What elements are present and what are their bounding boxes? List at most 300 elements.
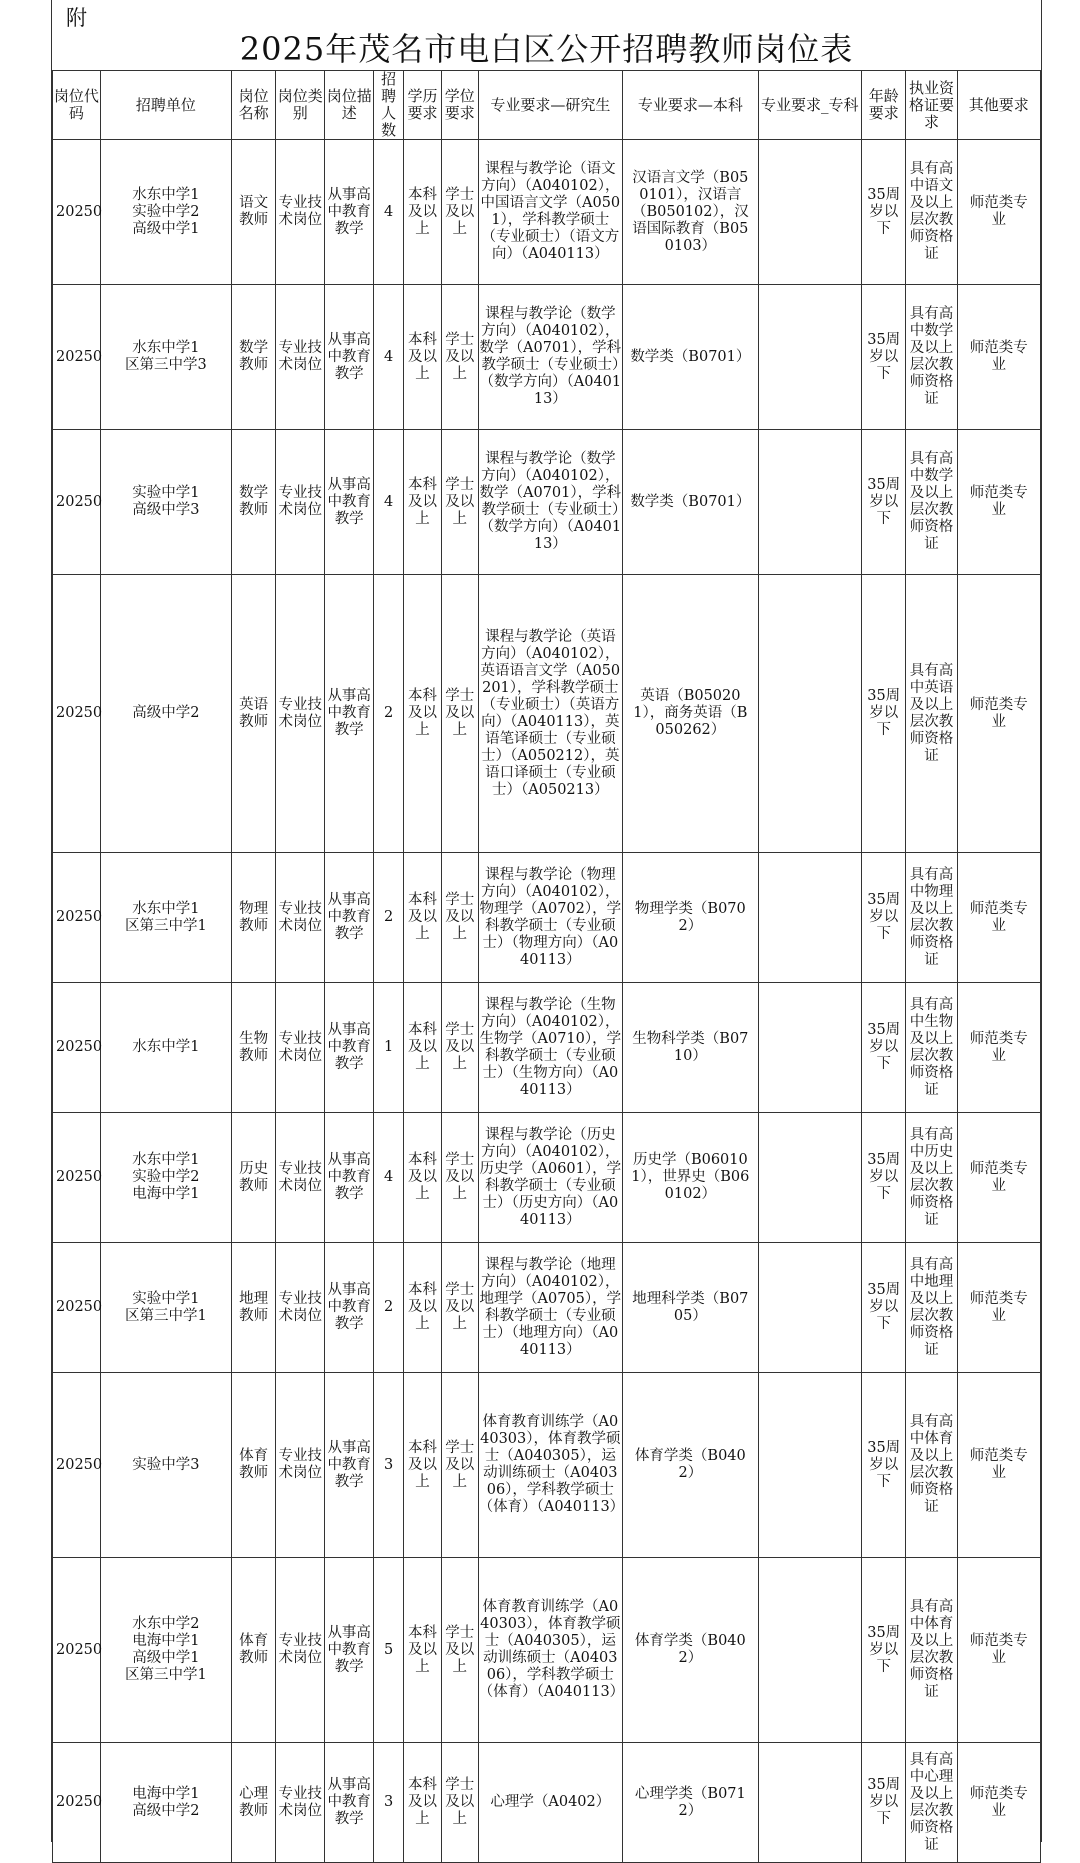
- cell-cert-text: 具有高中物理及以上层次教师资格证: [909, 866, 954, 968]
- cell-category-text: 专业技术岗位: [278, 1160, 323, 1194]
- col-header-cert: 执业资格证要求: [906, 71, 957, 140]
- cell-other-text: 师范类专业: [969, 1785, 1028, 1819]
- col-header-count: 招聘人数: [374, 71, 404, 140]
- cell-edu: [404, 285, 442, 430]
- cell-code: [53, 983, 101, 1113]
- cell-other-text: 师范类专业: [969, 340, 1028, 373]
- cell-other-text: 师范类专业: [969, 485, 1028, 518]
- cell-other-text: 师范类专业: [969, 195, 1028, 228]
- cell-count-text: 4: [384, 203, 394, 220]
- cell-code-text: 20250: [56, 1794, 103, 1810]
- cell-age-text: 35周岁以下: [867, 688, 901, 738]
- cell-undergrad-major: [623, 575, 759, 853]
- cell-age-text: 35周岁以下: [867, 331, 901, 382]
- cell-edu-text: 本科及以上: [408, 1282, 438, 1332]
- cell-unit-text: 水东中学1 实验中学2 电海中学1: [132, 1152, 200, 1202]
- cell-position-text: 地理教师: [239, 1290, 269, 1324]
- cell-category-text: 专业技术岗位: [278, 1785, 323, 1819]
- cell-degree-text: 学士及以上: [445, 186, 475, 237]
- cell-other: [957, 430, 1040, 575]
- cell-other: [957, 983, 1040, 1113]
- cell-desc: [325, 140, 374, 285]
- cell-undergrad-major: [623, 853, 759, 983]
- col-header-unit: 招聘单位: [100, 71, 231, 140]
- cell-position: [231, 1743, 275, 1863]
- cell-college-major: [758, 1373, 861, 1558]
- table-row: [53, 575, 1041, 853]
- cell-degree-text: 学士及以上: [445, 476, 475, 527]
- cell-edu-text: 本科及以上: [408, 1439, 438, 1490]
- cell-degree: [441, 140, 478, 285]
- table-row: [53, 1243, 1041, 1373]
- cell-other: [957, 1113, 1040, 1243]
- cell-edu: [404, 1373, 442, 1558]
- cell-grad-major-text: 课程与教学论（语文方向）（A040102），中国语言文学（A0501），学科教学硕士（专业硕士）（语文方向）（A040113）: [480, 161, 621, 262]
- cell-unit-text: 实验中学1 区第三中学1: [124, 1290, 207, 1324]
- cell-college-major: [758, 1243, 861, 1373]
- cell-cert-text: 具有高中体育及以上层次教师资格证: [909, 1599, 954, 1700]
- cell-cert: [906, 575, 957, 853]
- cell-unit-text: 水东中学1 区第三中学1: [124, 900, 207, 934]
- cell-desc: [325, 983, 374, 1113]
- cell-cert-text: 具有高中语文及以上层次教师资格证: [909, 161, 954, 262]
- cell-count: [374, 1373, 404, 1558]
- cell-age: [861, 983, 905, 1113]
- cell-other-text: 师范类专业: [969, 900, 1028, 934]
- cell-cert-text: 具有高中生物及以上层次教师资格证: [909, 996, 954, 1098]
- cell-code-text: 20250: [56, 1641, 103, 1658]
- cell-position: [231, 285, 275, 430]
- cell-position: [231, 1373, 275, 1558]
- cell-age-text: 35周岁以下: [867, 1282, 901, 1332]
- cell-position: [231, 1243, 275, 1373]
- cell-cert-text: 具有高中心理及以上层次教师资格证: [909, 1751, 954, 1853]
- cell-cert-text: 具有高中数学及以上层次教师资格证: [909, 451, 954, 552]
- cell-undergrad-major: [623, 285, 759, 430]
- cell-code: [53, 1743, 101, 1863]
- cell-age: [861, 1113, 905, 1243]
- cell-desc: [325, 853, 374, 983]
- cell-other: [957, 1558, 1040, 1743]
- cell-grad-major: [478, 853, 622, 983]
- cell-undergrad-major: [623, 140, 759, 285]
- cell-college-major: [758, 1558, 861, 1743]
- cell-grad-major-text: 课程与教学论（物理方向）（A040102），物理学（A0702），学科教学硕士（专业硕士）（物理方向）（A040113）: [479, 866, 622, 968]
- cell-undergrad-major: [623, 1373, 759, 1558]
- cell-degree-text: 学士及以上: [445, 1439, 475, 1490]
- cell-degree-text: 学士及以上: [445, 1624, 475, 1675]
- cell-other-text: 师范类专业: [969, 1633, 1028, 1666]
- cell-other: [957, 285, 1040, 430]
- cell-age-text: 35周岁以下: [867, 1152, 901, 1202]
- cell-code-text: 20250: [56, 1299, 103, 1315]
- cell-position: [231, 430, 275, 575]
- cell-count-text: 2: [384, 909, 394, 925]
- cell-category-text: 专业技术岗位: [278, 1448, 323, 1481]
- cell-degree: [441, 575, 478, 853]
- cell-undergrad-major: [623, 983, 759, 1113]
- cell-code-text: 20250: [56, 705, 103, 721]
- cell-code: [53, 140, 101, 285]
- cell-age: [861, 1373, 905, 1558]
- cell-edu-text: 本科及以上: [408, 1777, 438, 1827]
- cell-degree-text: 学士及以上: [445, 331, 475, 382]
- cell-category-text: 专业技术岗位: [278, 900, 323, 934]
- cell-category: [276, 1558, 325, 1743]
- cell-unit: [100, 983, 231, 1113]
- cell-undergrad-major-text: 地理科学类（B0705）: [632, 1290, 749, 1324]
- cell-desc: [325, 1243, 374, 1373]
- cell-degree: [441, 430, 478, 575]
- cell-code-text: 20250: [56, 493, 103, 510]
- cell-degree-text: 学士及以上: [445, 1022, 475, 1072]
- cell-desc: [325, 1113, 374, 1243]
- cell-college-major: [758, 1113, 861, 1243]
- table-row: [53, 853, 1041, 983]
- cell-age: [861, 853, 905, 983]
- cell-code: [53, 1558, 101, 1743]
- cell-grad-major-text: 心理学（A0402）: [490, 1794, 611, 1810]
- cell-cert-text: 具有高中数学及以上层次教师资格证: [909, 306, 954, 407]
- cell-degree-text: 学士及以上: [445, 1152, 475, 1202]
- cell-code: [53, 1373, 101, 1558]
- cell-count-text: 2: [384, 1299, 394, 1315]
- cell-cert-text: 具有高中历史及以上层次教师资格证: [909, 1126, 954, 1228]
- col-header-college-major: 专业要求_专科: [758, 71, 861, 140]
- cell-position-text: 英语教师: [239, 696, 269, 730]
- cell-degree: [441, 853, 478, 983]
- recruitment-table: [52, 70, 1041, 1863]
- cell-other: [957, 575, 1040, 853]
- cell-category-text: 专业技术岗位: [278, 1030, 323, 1064]
- cell-cert: [906, 1743, 957, 1863]
- cell-position-text: 语文教师: [239, 195, 269, 228]
- cell-desc: [325, 285, 374, 430]
- cell-position: [231, 575, 275, 853]
- cell-degree: [441, 983, 478, 1113]
- table-row: [53, 140, 1041, 285]
- cell-other-text: 师范类专业: [969, 1030, 1028, 1064]
- cell-count: [374, 1743, 404, 1863]
- col-header-desc: 岗位描述: [325, 71, 374, 140]
- cell-edu-text: 本科及以上: [408, 186, 438, 237]
- cell-code-text: 20250: [56, 1456, 103, 1473]
- cell-edu-text: 本科及以上: [408, 331, 438, 382]
- cell-college-major: [758, 430, 861, 575]
- cell-edu: [404, 1558, 442, 1743]
- cell-unit-text: 水东中学1 实验中学2 高级中学1: [132, 186, 200, 237]
- cell-cert: [906, 1373, 957, 1558]
- cell-position: [231, 1113, 275, 1243]
- cell-unit-text: 实验中学1 高级中学3: [132, 485, 200, 518]
- cell-position: [231, 983, 275, 1113]
- cell-other: [957, 1243, 1040, 1373]
- col-header-code: 岗位代码: [53, 71, 101, 140]
- cell-desc-text: 从事高中教育教学: [327, 1282, 371, 1332]
- cell-desc: [325, 430, 374, 575]
- cell-edu-text: 本科及以上: [408, 688, 438, 738]
- cell-cert: [906, 1113, 957, 1243]
- cell-age: [861, 1743, 905, 1863]
- cell-position: [231, 140, 275, 285]
- cell-unit-text: 水东中学1: [132, 1039, 200, 1055]
- cell-category: [276, 430, 325, 575]
- cell-desc-text: 从事高中教育教学: [327, 1439, 371, 1490]
- cell-count: [374, 575, 404, 853]
- cell-undergrad-major-text: 英语（B050201），商务英语（B050262）: [633, 688, 748, 738]
- cell-cert: [906, 140, 957, 285]
- cell-college-major: [758, 140, 861, 285]
- cell-unit: [100, 1113, 231, 1243]
- cell-undergrad-major-text: 体育学类（B0402）: [634, 1448, 746, 1481]
- table-row: [53, 1743, 1041, 1863]
- col-header-position: 岗位名称: [231, 71, 275, 140]
- cell-position-text: 心理教师: [239, 1785, 269, 1819]
- cell-unit: [100, 1558, 231, 1743]
- col-header-category: 岗位类别: [276, 71, 325, 140]
- cell-code: [53, 853, 101, 983]
- cell-unit: [100, 285, 231, 430]
- cell-age-text: 35周岁以下: [867, 186, 901, 237]
- cell-age: [861, 140, 905, 285]
- cell-unit-text: 高级中学2: [132, 705, 200, 721]
- cell-age-text: 35周岁以下: [867, 1624, 901, 1675]
- table-row: [53, 1113, 1041, 1243]
- cell-desc-text: 从事高中教育教学: [327, 688, 371, 738]
- col-header-undergrad-major: 专业要求—本科: [623, 71, 759, 140]
- cell-code-text: 20250: [56, 1169, 103, 1185]
- cell-age: [861, 1558, 905, 1743]
- cell-degree: [441, 1243, 478, 1373]
- cell-count-text: 4: [384, 493, 394, 510]
- col-header-degree: 学位要求: [441, 71, 478, 140]
- cell-unit-text: 电海中学1 高级中学2: [132, 1785, 200, 1819]
- cell-other: [957, 853, 1040, 983]
- cell-desc-text: 从事高中教育教学: [327, 892, 371, 942]
- cell-age-text: 35周岁以下: [867, 1777, 901, 1827]
- cell-undergrad-major-text: 物理学类（B0702）: [634, 900, 746, 934]
- cell-undergrad-major-text: 历史学（B060101），世界史（B060102）: [631, 1152, 750, 1202]
- cell-desc: [325, 1373, 374, 1558]
- cell-undergrad-major-text: 数学类（B0701）: [630, 493, 751, 510]
- cell-position-text: 体育教师: [239, 1633, 269, 1666]
- cell-edu: [404, 575, 442, 853]
- cell-position-text: 生物教师: [239, 1030, 269, 1064]
- cell-count-text: 3: [384, 1456, 394, 1473]
- cell-unit-text: 水东中学1 区第三中学3: [124, 340, 207, 373]
- cell-desc-text: 从事高中教育教学: [327, 476, 371, 527]
- cell-cert: [906, 1558, 957, 1743]
- cell-degree: [441, 1743, 478, 1863]
- cell-unit: [100, 853, 231, 983]
- cell-category-text: 专业技术岗位: [278, 696, 323, 730]
- cell-other-text: 师范类专业: [969, 1448, 1028, 1481]
- cell-undergrad-major: [623, 1113, 759, 1243]
- cell-unit: [100, 1373, 231, 1558]
- cell-code-text: 20250: [56, 348, 103, 365]
- cell-grad-major-text: 课程与教学论（英语方向）（A040102），英语语言文学（A050201），学科教学硕士（专业硕士）（英语方向）（A040113），英语笔译硕士（专业硕士）（A050212），英语口译硕士（专业硕士）（A050213）: [480, 628, 621, 798]
- cell-grad-major-text: 体育教育训练学（A040303），体育教学硕士（A040305），运动训练硕士（A040306），学科教学硕士（体育）（A040113）: [478, 1414, 625, 1515]
- cell-undergrad-major: [623, 1243, 759, 1373]
- cell-count: [374, 1243, 404, 1373]
- annex-label: 附: [66, 6, 87, 30]
- cell-age: [861, 575, 905, 853]
- cell-cert-text: 具有高中体育及以上层次教师资格证: [909, 1414, 954, 1515]
- cell-undergrad-major: [623, 430, 759, 575]
- cell-category-text: 专业技术岗位: [278, 485, 323, 518]
- cell-position-text: 历史教师: [239, 1160, 269, 1194]
- cell-other-text: 师范类专业: [969, 696, 1028, 730]
- cell-desc: [325, 1558, 374, 1743]
- cell-undergrad-major-text: 心理学类（B0712）: [634, 1785, 746, 1819]
- cell-desc-text: 从事高中教育教学: [327, 186, 371, 237]
- cell-category-text: 专业技术岗位: [278, 195, 323, 228]
- cell-desc: [325, 1743, 374, 1863]
- cell-category-text: 专业技术岗位: [278, 1633, 323, 1666]
- cell-undergrad-major: [623, 1743, 759, 1863]
- cell-grad-major-text: 课程与教学论（数学方向）（A040102），数学（A0701），学科教学硕士（专业硕士）（数学方向）（A040113）: [479, 451, 622, 552]
- cell-age-text: 35周岁以下: [867, 1439, 901, 1490]
- cell-category-text: 专业技术岗位: [278, 1290, 323, 1324]
- cell-cert: [906, 1243, 957, 1373]
- cell-position-text: 体育教师: [239, 1448, 269, 1481]
- cell-cert: [906, 285, 957, 430]
- cell-position: [231, 1558, 275, 1743]
- cell-count-text: 4: [384, 348, 394, 365]
- cell-desc-text: 从事高中教育教学: [327, 331, 371, 382]
- table-row: [53, 983, 1041, 1113]
- cell-undergrad-major: [623, 1558, 759, 1743]
- col-header-edu: 学历要求: [404, 71, 442, 140]
- col-header-other: 其他要求: [957, 71, 1040, 140]
- cell-age-text: 35周岁以下: [867, 1022, 901, 1072]
- cell-code: [53, 1243, 101, 1373]
- document-sheet: [51, 0, 1042, 1853]
- cell-edu-text: 本科及以上: [408, 1152, 438, 1202]
- cell-edu: [404, 1243, 442, 1373]
- cell-unit: [100, 140, 231, 285]
- cell-category: [276, 983, 325, 1113]
- cell-other: [957, 1743, 1040, 1863]
- cell-position-text: 数学教师: [239, 340, 269, 373]
- cell-grad-major: [478, 1113, 622, 1243]
- cell-count-text: 1: [384, 1039, 394, 1055]
- table-row: [53, 1373, 1041, 1558]
- cell-unit-text: 实验中学3: [132, 1456, 200, 1473]
- cell-desc-text: 从事高中教育教学: [327, 1624, 371, 1675]
- cell-code: [53, 575, 101, 853]
- cell-age: [861, 285, 905, 430]
- cell-count: [374, 430, 404, 575]
- cell-cert: [906, 983, 957, 1113]
- table-header: [53, 71, 1041, 140]
- cell-position: [231, 853, 275, 983]
- cell-category: [276, 1743, 325, 1863]
- cell-degree-text: 学士及以上: [445, 1777, 475, 1827]
- cell-count-text: 3: [384, 1794, 394, 1810]
- cell-college-major: [758, 285, 861, 430]
- cell-count: [374, 140, 404, 285]
- cell-degree: [441, 1373, 478, 1558]
- cell-edu: [404, 983, 442, 1113]
- cell-degree: [441, 285, 478, 430]
- page-title: 2025年茂名市电白区公开招聘教师岗位表: [239, 30, 854, 68]
- cell-degree-text: 学士及以上: [445, 1282, 475, 1332]
- cell-code-text: 20250: [56, 909, 103, 925]
- cell-category: [276, 1243, 325, 1373]
- cell-grad-major-text: 课程与教学论（数学方向）（A040102），数学（A0701），学科教学硕士（专业硕士）（数学方向）（A040113）: [479, 306, 622, 407]
- cell-desc-text: 从事高中教育教学: [327, 1152, 371, 1202]
- cell-edu: [404, 1743, 442, 1863]
- cell-college-major: [758, 853, 861, 983]
- cell-age: [861, 430, 905, 575]
- cell-category: [276, 140, 325, 285]
- cell-unit: [100, 575, 231, 853]
- cell-category: [276, 853, 325, 983]
- cell-edu: [404, 430, 442, 575]
- cell-other: [957, 140, 1040, 285]
- cell-undergrad-major-text: 体育学类（B0402）: [634, 1633, 746, 1666]
- cell-desc: [325, 575, 374, 853]
- cell-count: [374, 983, 404, 1113]
- cell-code: [53, 1113, 101, 1243]
- cell-position-text: 数学教师: [239, 485, 269, 518]
- cell-unit: [100, 1743, 231, 1863]
- cell-category-text: 专业技术岗位: [278, 340, 323, 373]
- cell-college-major: [758, 1743, 861, 1863]
- cell-grad-major-text: 课程与教学论（生物方向）（A040102），生物学（A0710），学科教学硕士（专业硕士）（生物方向）（A040113）: [479, 996, 622, 1098]
- cell-count: [374, 285, 404, 430]
- cell-edu: [404, 853, 442, 983]
- cell-grad-major: [478, 575, 622, 853]
- cell-cert-text: 具有高中地理及以上层次教师资格证: [909, 1256, 954, 1358]
- cell-grad-major: [478, 140, 622, 285]
- cell-grad-major: [478, 1558, 625, 1743]
- cell-category: [276, 575, 325, 853]
- cell-category: [276, 1113, 325, 1243]
- cell-count-text: 5: [384, 1641, 394, 1658]
- cell-degree-text: 学士及以上: [445, 688, 475, 738]
- cell-undergrad-major-text: 生物科学类（B0710）: [632, 1030, 749, 1064]
- cell-cert: [906, 853, 957, 983]
- cell-grad-major-text: 课程与教学论（历史方向）（A040102），历史学（A0601），学科教学硕士（专业硕士）（历史方向）（A040113）: [479, 1126, 622, 1228]
- cell-degree: [441, 1113, 478, 1243]
- cell-other-text: 师范类专业: [969, 1160, 1028, 1194]
- cell-edu: [404, 140, 442, 285]
- cell-desc-text: 从事高中教育教学: [327, 1022, 371, 1072]
- cell-desc-text: 从事高中教育教学: [327, 1777, 371, 1827]
- cell-grad-major: [478, 1243, 622, 1373]
- cell-count: [374, 1113, 404, 1243]
- cell-code: [53, 285, 101, 430]
- cell-age: [861, 1243, 905, 1373]
- cell-cert-text: 具有高中英语及以上层次教师资格证: [909, 662, 954, 764]
- table-body: [53, 140, 1041, 1863]
- cell-grad-major: [478, 1743, 622, 1863]
- cell-cert: [906, 430, 957, 575]
- cell-unit-text: 水东中学2 电海中学1 高级中学1 区第三中学1: [124, 1616, 207, 1683]
- cell-undergrad-major-text: 数学类（B0701）: [630, 348, 751, 365]
- cell-degree: [441, 1558, 478, 1743]
- cell-category: [276, 1373, 325, 1558]
- cell-code-text: 20250: [56, 203, 103, 220]
- cell-position-text: 物理教师: [239, 900, 269, 934]
- cell-grad-major-text: 体育教育训练学（A040303），体育教学硕士（A040305），运动训练硕士（A040306），学科教学硕士（体育）（A040113）: [478, 1599, 625, 1700]
- cell-code-text: 20250: [56, 1039, 103, 1055]
- cell-edu-text: 本科及以上: [408, 476, 438, 527]
- cell-count-text: 4: [384, 1169, 394, 1185]
- cell-unit: [100, 430, 231, 575]
